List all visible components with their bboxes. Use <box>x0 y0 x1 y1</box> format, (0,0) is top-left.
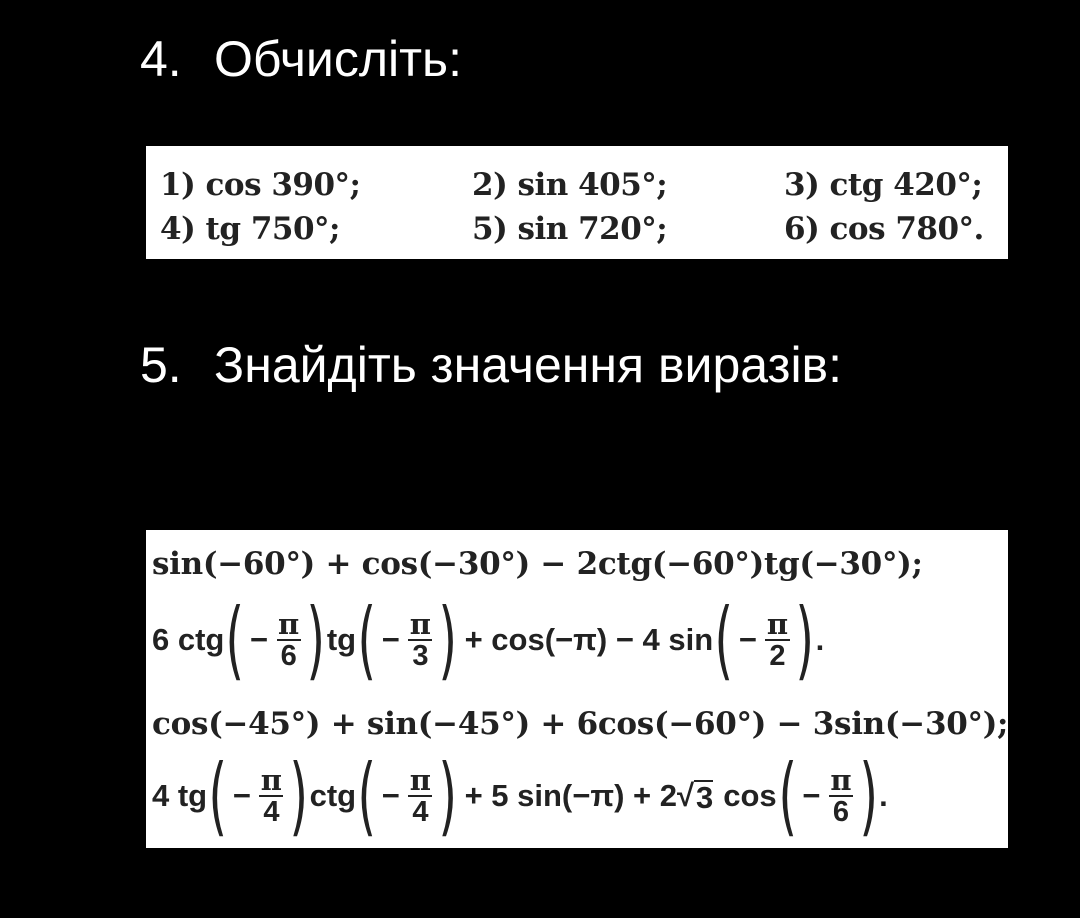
numerator: π <box>409 762 431 797</box>
denominator: 4 <box>259 795 283 827</box>
exercise-item: 3) ctg 420°; <box>784 167 983 203</box>
minus-sign: − <box>381 778 400 813</box>
minus-sign: − <box>249 622 269 657</box>
task-5-title: Знайдіть значення виразів: <box>214 337 843 393</box>
right-paren: ) <box>306 590 326 690</box>
fraction <box>826 762 855 828</box>
fraction <box>274 606 303 672</box>
numerator: π <box>278 606 300 641</box>
minus-sign: − <box>232 778 251 813</box>
task-4-heading <box>140 31 462 87</box>
expr-text: + 5 sin(−π) + 2 <box>464 778 677 813</box>
exercise-item: 5) sin 720°; <box>472 211 668 247</box>
right-paren: ) <box>859 746 878 846</box>
minus-sign: − <box>738 622 757 657</box>
numerator: π <box>260 762 283 797</box>
left-paren: ( <box>357 746 377 846</box>
left-paren: ( <box>357 590 377 690</box>
expression-4 <box>152 746 888 846</box>
left-paren: ( <box>714 590 734 690</box>
expr-text: 4 tg <box>152 778 208 813</box>
exercise-item: 4) tg 750°; <box>160 211 340 247</box>
task-5-exercise-image <box>146 530 1008 848</box>
fraction <box>406 606 435 672</box>
expression-3: cos(−45°) + sin(−45°) + 6cos(−60°) − 3sin(−30°); <box>152 706 1009 742</box>
minus-sign: − <box>381 622 400 657</box>
expression-2 <box>152 590 825 690</box>
right-paren: ) <box>795 590 815 690</box>
task-4-title: Обчисліть: <box>214 31 462 87</box>
task-4-exercise-image <box>146 146 1008 259</box>
task-4-number: 4. <box>140 31 182 87</box>
left-paren: ( <box>208 746 228 846</box>
square-root-sign: √ <box>676 778 694 813</box>
expr-text: ctg <box>309 778 357 813</box>
task-5-heading <box>140 337 843 393</box>
right-paren: ) <box>438 746 458 846</box>
expression-1: sin(−60°) + cos(−30°) − 2ctg(−60°)tg(−30°); <box>152 546 923 582</box>
expr-text: cos <box>723 778 777 813</box>
radicand: 3 <box>696 779 714 815</box>
minus-sign: − <box>802 778 821 813</box>
exercise-item: 2) sin 405°; <box>472 167 668 203</box>
numerator: π <box>766 606 789 641</box>
numerator: π <box>409 606 431 641</box>
fraction <box>763 606 792 672</box>
exercise-item: 1) cos 390°; <box>160 167 361 203</box>
denominator: 4 <box>408 795 432 827</box>
fraction <box>257 762 286 828</box>
right-paren: ) <box>438 590 458 690</box>
numerator: π <box>830 762 852 797</box>
denominator: 6 <box>829 795 853 827</box>
fraction <box>406 762 435 828</box>
left-paren: ( <box>778 746 797 846</box>
expr-text: tg <box>326 622 357 657</box>
task-5-number: 5. <box>140 337 182 393</box>
expr-end: . <box>815 622 825 657</box>
right-paren: ) <box>289 746 309 846</box>
expr-text: + cos(−π) − 4 sin <box>464 622 714 657</box>
expr-text: 6 ctg <box>152 622 225 657</box>
exercise-item: 6) cos 780°. <box>784 211 984 247</box>
denominator: 2 <box>765 639 789 671</box>
denominator: 3 <box>408 639 432 671</box>
denominator: 6 <box>277 639 301 671</box>
left-paren: ( <box>225 590 245 690</box>
expr-end: . <box>879 778 888 813</box>
